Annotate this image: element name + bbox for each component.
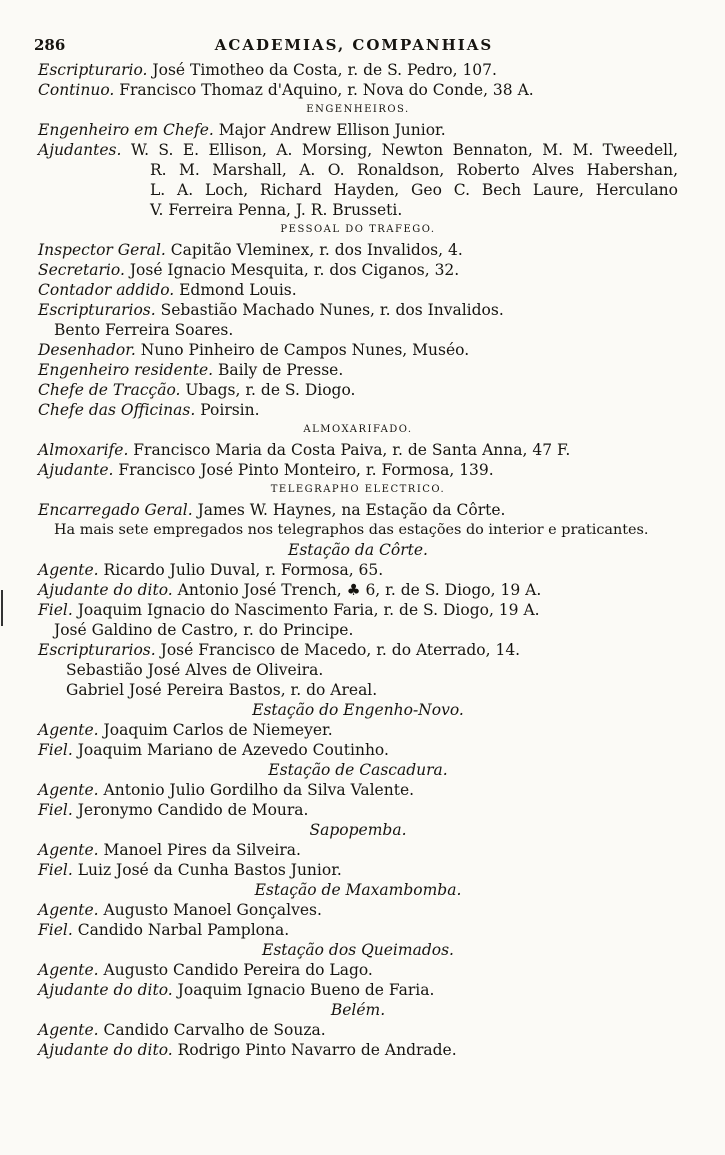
role-label: Escripturarios. — [38, 641, 156, 659]
role-label: Agente. — [38, 841, 99, 859]
entry-text: Ubags, r. de S. Diogo. — [180, 381, 356, 399]
entry-text: Ricardo Julio Duval, r. Formosa, 65. — [98, 561, 384, 579]
entry-line — [38, 60, 678, 80]
entry-text: Luiz José da Cunha Bastos Junior. — [72, 861, 342, 879]
role-label: Chefe das Officinas. — [38, 401, 196, 419]
entry-line — [38, 300, 678, 320]
role-label: Ajudante do dito. — [38, 581, 173, 599]
station-heading: Estação do Engenho-Novo. — [252, 701, 464, 719]
entry-text: Antonio Julio Gordilho da Silva Valente. — [98, 781, 415, 799]
continuation-line: Sebastião José Alves de Oliveira. — [66, 661, 324, 679]
page-title: ACADEMIAS, COMPANHIAS — [214, 36, 494, 54]
role-label: Ajudantes. — [38, 141, 122, 159]
entry-line — [38, 380, 678, 400]
entry-text: Baily de Presse. — [213, 361, 344, 379]
role-label: Ajudante do dito. — [38, 981, 173, 999]
role-label: Continuo. — [38, 81, 115, 99]
role-label: Fiel. — [38, 601, 73, 619]
role-label: Agente. — [38, 781, 99, 799]
section-heading: ENGENHEIROS. — [306, 104, 410, 115]
role-label: Chefe de Tracção. — [38, 381, 181, 399]
entry-line — [38, 840, 678, 860]
entry-text: Rodrigo Pinto Navarro de Andrade. — [172, 1041, 457, 1059]
role-label: Ajudante. — [38, 461, 114, 479]
continuation-line: Bento Ferreira Soares. — [54, 321, 234, 339]
entry-line — [38, 1020, 678, 1040]
entry-line — [38, 600, 678, 620]
role-label: Fiel. — [38, 861, 73, 879]
page-header — [34, 36, 674, 60]
entry-line — [38, 920, 678, 940]
page-number: 286 — [34, 36, 66, 54]
entry-text: Joaquim Ignacio do Nascimento Faria, r. de S. Diogo, 19 A. — [72, 601, 540, 619]
entry-text: Francisco Maria da Costa Paiva, r. de Santa Anna, 47 F. — [128, 441, 571, 459]
entry-text: Joaquim Carlos de Niemeyer. — [98, 721, 333, 739]
role-label: Fiel. — [38, 741, 73, 759]
entry-text: Francisco Thomaz d'Aquino, r. Nova do Conde, 38 A. — [114, 81, 534, 99]
role-label: Engenheiro em Chefe. — [38, 121, 214, 139]
entry-line — [38, 780, 678, 800]
station-heading: Sapopemba. — [309, 821, 407, 839]
entry-line — [38, 340, 678, 360]
entry-line — [38, 900, 678, 920]
entry-line — [38, 560, 678, 580]
entry-line — [38, 140, 678, 160]
role-label: Encarregado Geral. — [38, 501, 193, 519]
role-label: Almoxarife. — [38, 441, 129, 459]
entry-text: Augusto Manoel Gonçalves. — [98, 901, 322, 919]
entry-line — [38, 1040, 678, 1060]
station-heading: Estação dos Queimados. — [262, 941, 454, 959]
entry-line — [38, 80, 678, 100]
entry-line — [38, 260, 678, 280]
section-heading: TELEGRAPHO ELECTRICO. — [270, 484, 446, 495]
entry-line — [38, 280, 678, 300]
entry-text: Poirsin. — [195, 401, 260, 419]
role-label: Agente. — [38, 1021, 99, 1039]
role-label: Escripturario. — [38, 61, 148, 79]
continuation-line: L. A. Loch, Richard Hayden, Geo C. Bech Laure, Herculano — [150, 181, 678, 199]
station-heading: Estação de Cascadura. — [268, 761, 448, 779]
entry-line — [38, 720, 678, 740]
entry-line — [38, 500, 678, 520]
entry-text: Edmond Louis. — [174, 281, 297, 299]
entry-text: José Francisco de Macedo, r. do Aterrado, 14. — [155, 641, 521, 659]
entry-text: Candido Narbal Pamplona. — [72, 921, 290, 939]
entry-text: Jeronymo Candido de Moura. — [72, 801, 309, 819]
role-label: Contador addido. — [38, 281, 175, 299]
entry-line — [38, 400, 678, 420]
entry-text: Nuno Pinheiro de Campos Nunes, Muséo. — [135, 341, 470, 359]
role-label: Agente. — [38, 901, 99, 919]
role-label: Agente. — [38, 721, 99, 739]
entry-text: Joaquim Mariano de Azevedo Coutinho. — [72, 741, 389, 759]
role-label: Secretario. — [38, 261, 125, 279]
entry-text: Antonio José Trench, ♣ 6, r. de S. Diogo, 19 A. — [172, 581, 542, 599]
entry-line — [38, 980, 678, 1000]
entry-line — [38, 800, 678, 820]
continuation-line: R. M. Marshall, A. O. Ronaldson, Roberto Alves Habershan, — [150, 161, 678, 179]
section-heading: PESSOAL DO TRAFEGO. — [280, 224, 436, 235]
entry-line — [38, 860, 678, 880]
entry-text: Candido Carvalho de Souza. — [98, 1021, 326, 1039]
role-label: Agente. — [38, 961, 99, 979]
entry-text: W. S. E. Ellison, A. Morsing, Newton Bennaton, M. M. Tweedell, — [121, 141, 678, 159]
continuation-line: V. Ferreira Penna, J. R. Brusseti. — [150, 201, 403, 219]
role-label: Ajudante do dito. — [38, 1041, 173, 1059]
entry-line — [38, 360, 678, 380]
margin-mark — [1, 590, 3, 626]
entry-line — [38, 240, 678, 260]
entry-text: Augusto Candido Pereira do Lago. — [98, 961, 373, 979]
role-label: Escripturarios. — [38, 301, 156, 319]
document-body — [38, 60, 678, 1060]
role-label: Desenhador. — [38, 341, 136, 359]
station-heading: Belém. — [330, 1001, 386, 1019]
role-label: Inspector Geral. — [38, 241, 166, 259]
entry-line — [38, 440, 678, 460]
role-label: Engenheiro residente. — [38, 361, 214, 379]
station-heading: Estação da Côrte. — [288, 541, 428, 559]
continuation-line: Gabriel José Pereira Bastos, r. do Areal. — [66, 681, 378, 699]
station-heading: Estação de Maxambomba. — [254, 881, 462, 899]
entry-line — [38, 460, 678, 480]
entry-text: José Ignacio Mesquita, r. dos Ciganos, 32. — [124, 261, 460, 279]
entry-line — [38, 640, 678, 660]
entry-line — [38, 740, 678, 760]
entry-text: Sebastião Machado Nunes, r. dos Invalidos. — [155, 301, 504, 319]
entry-text: Francisco José Pinto Monteiro, r. Formosa, 139. — [113, 461, 494, 479]
entry-line — [38, 120, 678, 140]
entry-text: James W. Haynes, na Estação da Côrte. — [192, 501, 506, 519]
section-heading: ALMOXARIFADO. — [303, 424, 413, 435]
continuation-line: Ha mais sete empregados nos telegraphos das estações do interior e praticantes. — [54, 522, 649, 538]
entry-line — [38, 960, 678, 980]
entry-text: Major Andrew Ellison Junior. — [213, 121, 446, 139]
continuation-line: José Galdino de Castro, r. do Principe. — [54, 621, 354, 639]
entry-text: Capitão Vleminex, r. dos Invalidos, 4. — [165, 241, 463, 259]
role-label: Fiel. — [38, 921, 73, 939]
entry-text: José Timotheo da Costa, r. de S. Pedro, 107. — [147, 61, 497, 79]
entry-text: Manoel Pires da Silveira. — [98, 841, 301, 859]
role-label: Agente. — [38, 561, 99, 579]
entry-text: Joaquim Ignacio Bueno de Faria. — [172, 981, 435, 999]
entry-line — [38, 580, 678, 600]
role-label: Fiel. — [38, 801, 73, 819]
